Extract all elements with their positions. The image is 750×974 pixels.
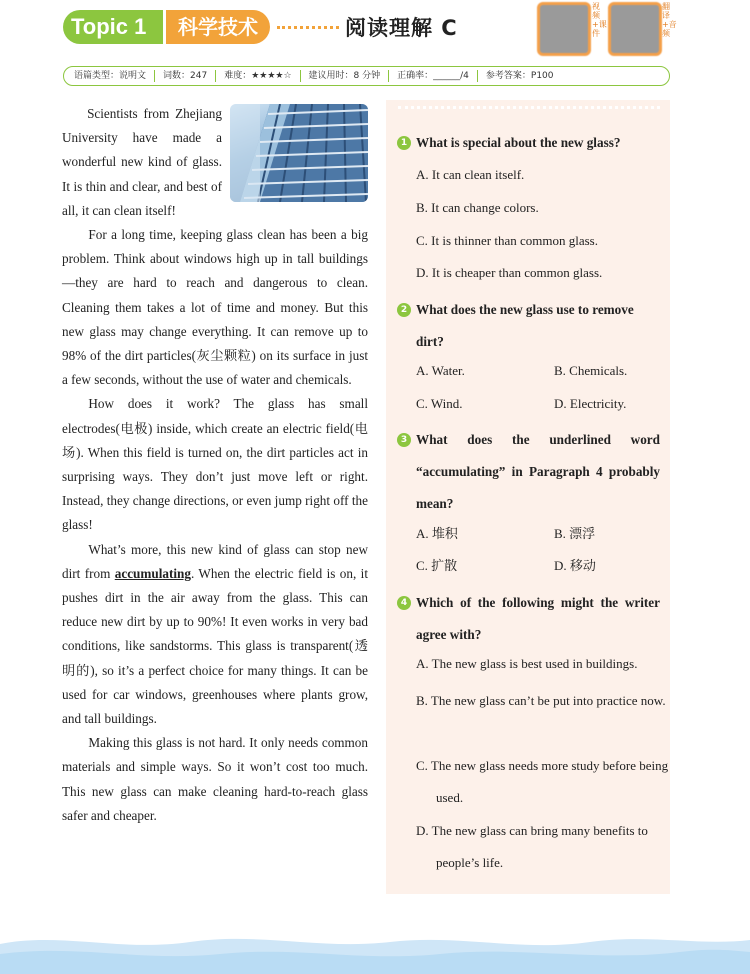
q4-option-c[interactable]: C. The new glass needs more study before being used.: [416, 758, 669, 805]
q2-option-a[interactable]: A. Water.: [416, 363, 465, 378]
topic-category: 科学技术: [166, 10, 270, 44]
topic-label: Topic 1: [63, 10, 163, 44]
time-info: 建议用时：8 分钟: [300, 70, 389, 82]
word-count-info: 词数：247: [154, 70, 215, 82]
answer-ref-info: 参考答案：P100: [477, 70, 562, 82]
q4-option-d[interactable]: D. The new glass can bring many benefits to people’s life.: [416, 823, 648, 870]
question-1-stem: What is special about the new glass?: [416, 135, 621, 150]
q1-option-a[interactable]: A. It can clean itself.: [416, 167, 525, 182]
question-4: [400, 587, 660, 651]
bottom-wave-decoration: [0, 930, 750, 974]
paragraph-4-start: What’s more, this new kind of glass can stop new dirt from: [62, 541, 368, 581]
underlined-word: accumulating: [114, 565, 191, 581]
q1-option-b[interactable]: B. It can change colors.: [416, 200, 539, 215]
paragraph-2: For a long time, keeping glass clean has been a big problem. Think about windows high up in tall buildings—they are hard to reach and dangerous to clean. Cleaning them takes a lot of time and money. But this new glass may change everything. It can remove up to 98% of the dirt particles(灰尘颗粒) on its surface in just a few seconds, without the use of water and chemicals.: [62, 227, 368, 388]
genre-info: 语篇类型：说明文: [74, 71, 147, 81]
q4-option-a[interactable]: A. The new glass is best used in buildings.: [416, 656, 638, 671]
question-number-badge: 3: [397, 433, 411, 447]
question-3-stem: What does the underlined word “accumulating” in Paragraph 4 probably mean?: [416, 432, 660, 511]
q2-option-c[interactable]: C. Wind.: [416, 396, 463, 411]
question-2: [400, 294, 661, 358]
section-title: 阅读理解 C: [345, 16, 458, 40]
q2-option-d[interactable]: D. Electricity.: [554, 396, 627, 411]
question-1: [400, 131, 658, 155]
panel-dotted-border: [398, 106, 660, 109]
difficulty-info: 难度：★★★★☆: [215, 70, 299, 82]
q1-option-c[interactable]: C. It is thinner than common glass.: [416, 233, 598, 248]
q4-option-b[interactable]: B. The new glass can’t be put into practice now.: [416, 693, 666, 708]
q2-option-b[interactable]: B. Chemicals.: [554, 363, 628, 378]
qr-label-audio: 翻译+音频: [662, 2, 677, 38]
accuracy-info: 正确率：______/4: [388, 70, 477, 82]
q3-option-a[interactable]: A. 堆积: [416, 526, 458, 541]
question-number-badge: 2: [397, 303, 411, 317]
question-number-badge: 4: [397, 596, 411, 610]
question-number-badge: 1: [397, 136, 411, 150]
paragraph-5: Making this glass is not hard. It only needs common materials and simple ways. So it won’t cost too much. This new glass can make cleaning hard-to-reach glass safer and cheaper.: [62, 735, 368, 823]
reading-passage: [62, 102, 368, 828]
building-image: [230, 104, 368, 202]
page-header: [0, 0, 750, 60]
q1-option-d[interactable]: D. It is cheaper than common glass.: [416, 265, 603, 280]
header-divider: [277, 26, 339, 29]
info-bar: [63, 66, 670, 86]
paragraph-1: Scientists from Zhejiang University have made a wonderful new kind of glass. It is thin and clear, and best of all, it can clean itself!: [62, 106, 222, 218]
question-2-stem: What does the new glass use to remove dirt?: [416, 302, 634, 349]
question-4-stem: Which of the following might the writer agree with?: [416, 595, 660, 642]
q3-option-c[interactable]: C. 扩散: [416, 558, 458, 573]
questions-panel: [386, 100, 670, 894]
paragraph-3: How does it work? The glass has small electrodes(电极) inside, which create an electric field(电场). When this field is turned on, the dirt particles act in surprising ways. They don’t just move left or right. Instead, they change directions, or even jump right off the glass!: [62, 396, 368, 533]
paragraph-4-end: . When the electric field is on, it pushes dirt in the air away from the glass. This can reduce new dirt by up to 90%! It even works in very bad conditions, like sandstorms. This glass is transparent(透明的), so it’s a perfect choice for many things. It can be used for car windows, greenhouses where plants grow, and tall buildings.: [62, 565, 368, 727]
qr-code-video[interactable]: [537, 2, 591, 56]
qr-label-video: 视频+课件: [592, 2, 607, 38]
question-3: [400, 424, 660, 520]
q3-option-d[interactable]: D. 移动: [554, 558, 596, 573]
glass-building-photo: [230, 104, 368, 202]
paragraph-4: [62, 538, 368, 732]
qr-code-audio[interactable]: [608, 2, 662, 56]
q3-option-b[interactable]: B. 漂浮: [554, 526, 596, 541]
